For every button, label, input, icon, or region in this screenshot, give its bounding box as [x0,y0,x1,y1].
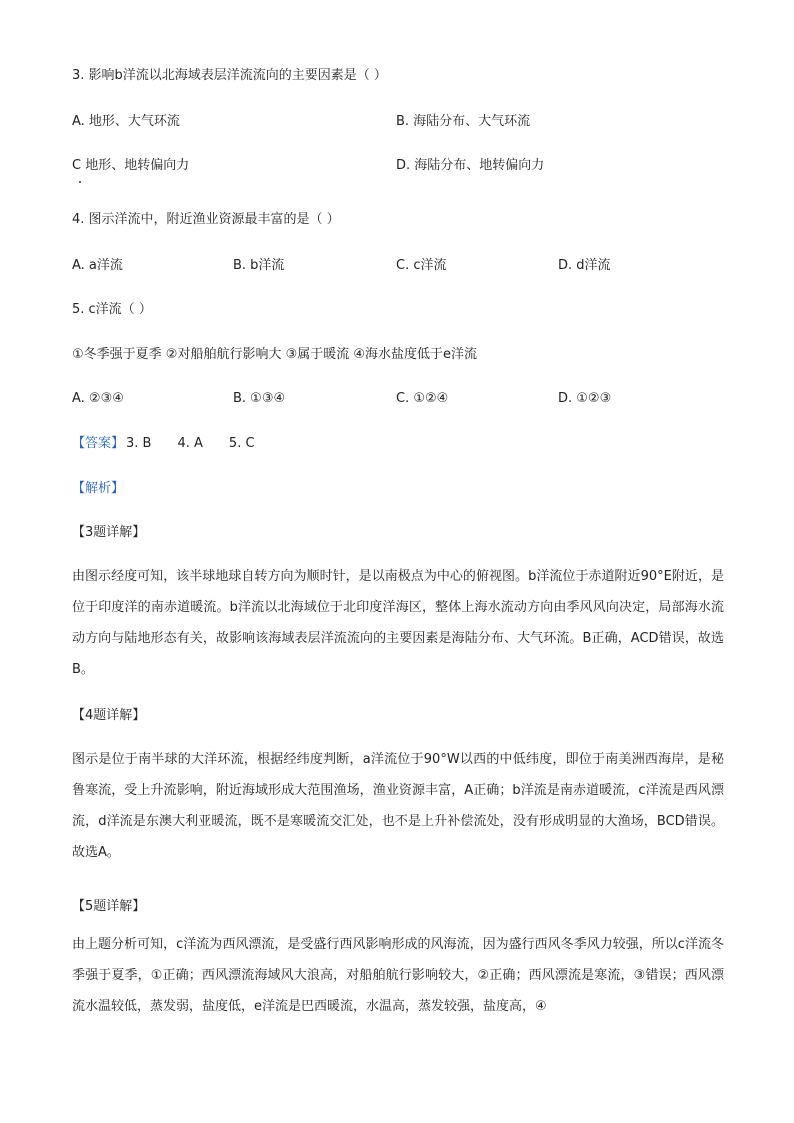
detail3-text: 由图示经度可知，该半球地球自转方向为顺时针，是以南极点为中心的俯视图。b洋流位于赤道附近90°E附近，是位于印度洋的南赤道暖流。b洋流以北海域位于北印度洋海区，整体上海水流动方向由季风风向决定，局部海水流动方向与陆地形态有关，故影响该海域表层洋流流向的主要因素是海陆分布、大气环流。B正确，ACD错误，故选B。 [72,569,724,677]
answer-5: 5. C [228,436,255,451]
q3-option-a: A. 地形、大气环流 [72,114,180,129]
detail4-heading: 【4题详解】 [72,708,146,723]
q5-statements: ①冬季强于夏季 ②对船舶航行影响大 ③属于暖流 ④海水盐度低于e洋流 [72,347,478,362]
q4-option-b: B. b洋流 [233,258,285,273]
q5-option-b: B. ①③④ [233,391,286,406]
answer-label: 【答案】 [72,436,125,451]
answer-row [72,436,281,452]
q5-option-a: A. ②③④ [72,391,124,406]
q3-option-c: C 地形、地转偏向力 [72,158,190,173]
q5-option-c: C. ①②④ [396,391,449,406]
detail5-heading: 【5题详解】 [72,899,146,914]
q4-stem: 4. 图示洋流中，附近渔业资源最丰富的是（ ） [72,212,340,227]
detail4-text: 图示是位于南半球的大洋环流，根据经纬度判断，a洋流位于90°W以西的中低纬度，即位于南美洲西海岸，是秘鲁寒流，受上升流影响，附近海域形成大范围渔场，渔业资源丰富，A正确；b洋流是南赤道暖流，c洋流是西风漂流，d洋流是东澳大利亚暖流，既不是寒暖流交汇处，也不是上升补偿流处，没有形成明显的大渔场，BCD错误。故选A。 [72,752,724,860]
detail5-text: 由上题分析可知，c洋流为西风漂流，是受盛行西风影响形成的风海流，因为盛行西风冬季风力较强，所以c洋流冬季强于夏季，①正确；西风漂流海域风大浪高，对船舶航行影响较大，②正确；西风漂流是寒流，③错误；西风漂流水温较低，蒸发弱，盐度低，e洋流是巴西暖流，水温高，蒸发较强，盐度高，④ [72,937,724,1014]
q4-option-c: C. c洋流 [396,258,447,273]
q4-option-a: A. a洋流 [72,258,123,273]
answer-4: 4. A [177,436,203,451]
analysis-label: 【解析】 [72,481,125,496]
q5-option-d: D. ①②③ [558,391,612,406]
q4-option-d: D. d洋流 [558,258,611,273]
q3-option-d: D. 海陆分布、地转偏向力 [396,158,545,173]
detail3-heading: 【3题详解】 [72,525,146,540]
q3-stem: 3. 影响b洋流以北海域表层洋流流向的主要因素是（ ） [72,68,387,83]
stray-dot [79,181,81,183]
answer-3: 3. B [126,436,152,451]
q3-option-b: B. 海陆分布、大气环流 [396,114,531,129]
q5-stem: 5. c洋流（ ） [72,302,152,317]
